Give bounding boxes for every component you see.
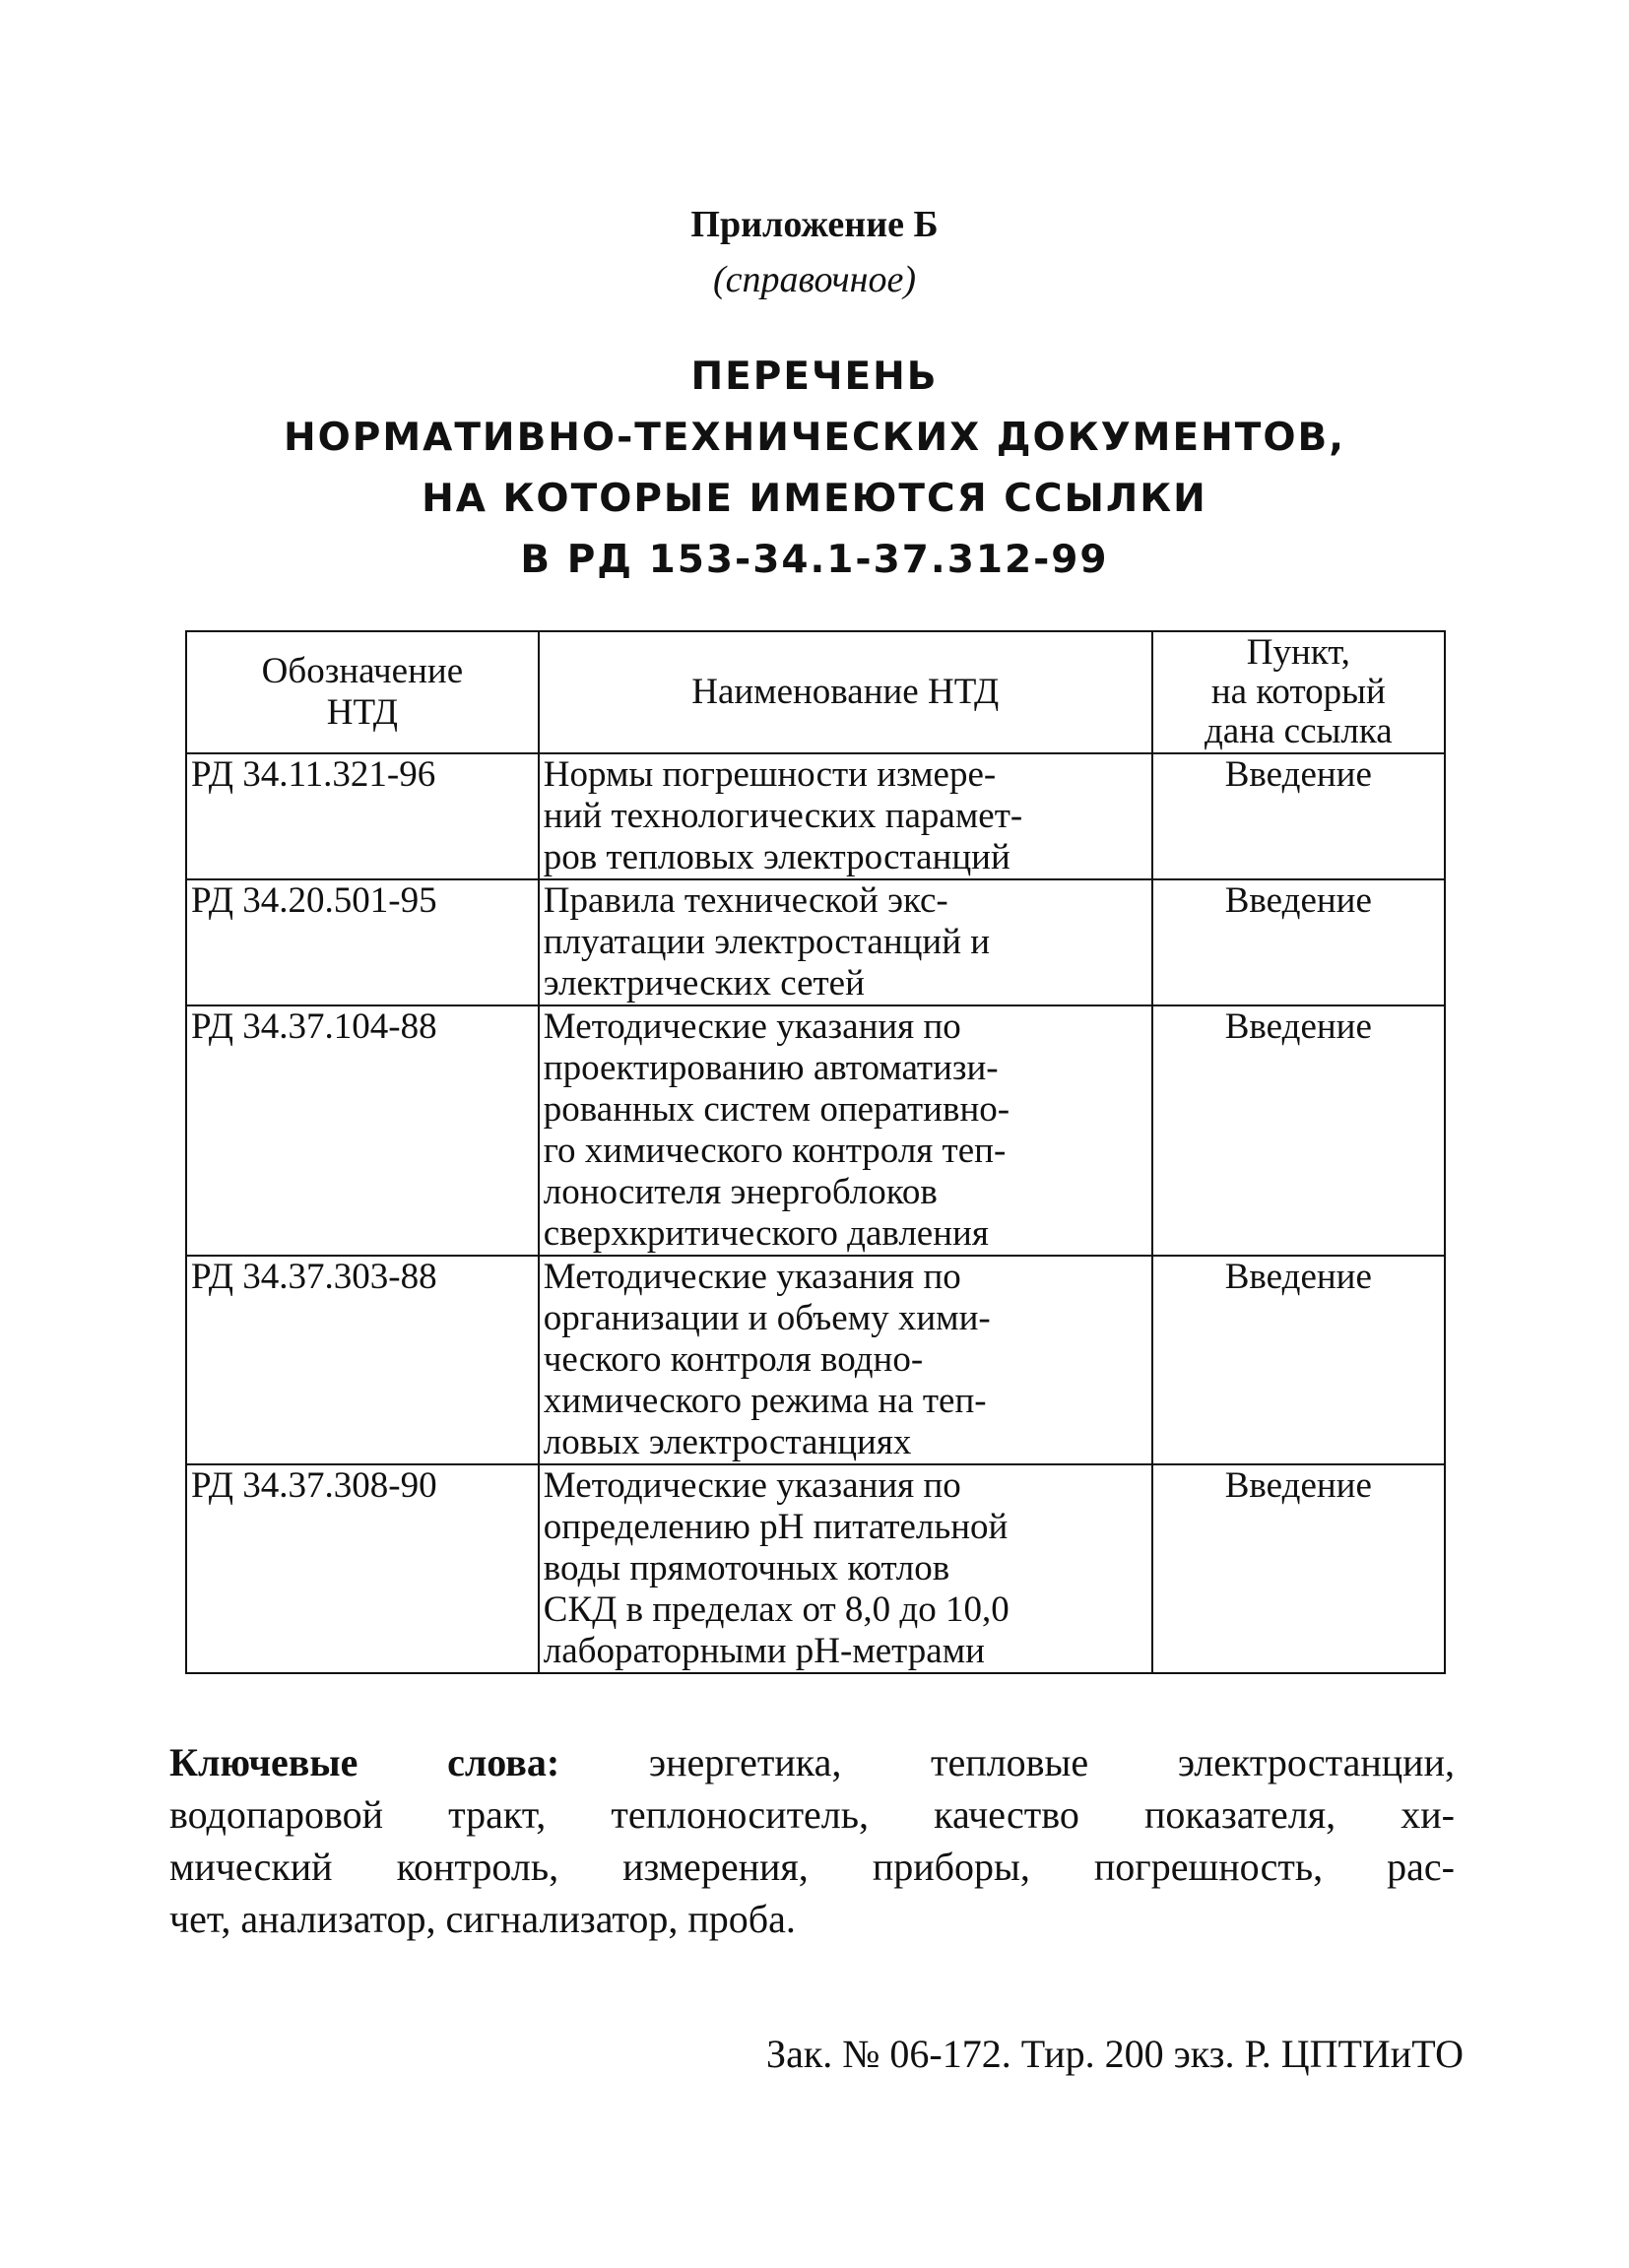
appendix-subtitle: (справочное) [712,259,917,300]
name-line: Методические указания по [543,1257,961,1297]
header-text: дана ссылка [1204,711,1393,751]
row-ref: Введение [1152,879,1445,1005]
name-line: электрических сетей [543,963,865,1004]
name-line: организации и объему хими- [543,1298,991,1338]
table-row [186,1464,1445,1673]
heading-line: НОРМАТИВНО-ТЕХНИЧЕСКИХ ДОКУМЕНТОВ, [283,416,1346,460]
name-line: проектированию автоматизи- [543,1048,999,1088]
name-line: определению pH питательной [543,1507,1009,1547]
name-line: лоносителя энергоблоков [543,1172,938,1212]
name-line: Методические указания по [543,1465,961,1506]
header-text: Пункт, [1246,632,1350,673]
keywords-line: мический контроль, измерения, приборы, погрешность, рас- [169,1845,1455,1889]
row-ref: Введение [1152,1256,1445,1464]
name-line: химического режима на теп- [543,1381,987,1421]
print-imprint: Зак. № 06-172. Тир. 200 экз. Р. ЦПТИиТО [766,2032,1464,2076]
name-line: Нормы погрешности измере- [543,754,997,795]
heading-line: НА КОТОРЫЕ ИМЕЮТСЯ ССЫЛКИ [422,477,1207,521]
table-row [186,1005,1445,1256]
row-name [539,1256,1152,1464]
keywords-line: чет, анализатор, сигнализатор, проба. [169,1897,796,1941]
name-line: плуатации электростанций и [543,922,991,962]
heading-line: ПЕРЕЧЕНЬ [690,355,939,399]
document-heading [0,347,1629,591]
name-line: Методические указания по [543,1006,961,1047]
row-ref: Введение [1152,1005,1445,1256]
header-text: на который [1210,672,1386,712]
row-name [539,879,1152,1005]
keywords-line [169,1736,1455,1788]
row-name [539,753,1152,879]
row-name [539,1005,1152,1256]
header-text: НТД [326,692,399,733]
table-row [186,879,1445,1005]
name-line: СКД в пределах от 8,0 до 10,0 [543,1589,1010,1630]
row-name [539,1464,1152,1673]
row-ref: Введение [1152,753,1445,879]
header-text: Обозначение [261,651,464,691]
name-line: ловых электростанциях [543,1422,912,1462]
heading-line: В РД 153-34.1-37.312-99 [520,538,1109,582]
name-line: го химического контроля теп- [543,1131,1007,1171]
row-code: РД 34.37.308-90 [186,1464,539,1673]
keywords-label: Ключевые слова: [169,1740,560,1784]
table-row [186,753,1445,879]
row-ref: Введение [1152,1464,1445,1673]
name-line: ний технологических парамет- [543,796,1023,836]
appendix-title: Приложение Б [690,204,939,245]
table-row [186,1256,1445,1464]
name-line: воды прямоточных котлов [543,1548,950,1588]
header-name [539,631,1152,753]
header-text: Наименование НТД [691,672,1000,712]
name-line: лабораторными pH-метрами [543,1631,985,1671]
keywords-paragraph [169,1736,1455,1945]
keywords-line: водопаровой тракт, теплоноситель, качество показателя, хи- [169,1792,1455,1837]
row-code: РД 34.11.321-96 [186,753,539,879]
name-line: Правила технической экс- [543,880,948,921]
row-code: РД 34.20.501-95 [186,879,539,1005]
name-line: сверхкритического давления [543,1213,989,1254]
header-code [186,631,539,753]
keywords-text: энергетика, тепловые электростанции, [559,1740,1455,1784]
table-header-row [186,631,1445,753]
header-ref [1152,631,1445,753]
row-code: РД 34.37.104-88 [186,1005,539,1256]
name-line: ческого контроля водно- [543,1339,924,1380]
row-code: РД 34.37.303-88 [186,1256,539,1464]
name-line: ров тепловых электростанций [543,837,1010,877]
ntd-table [185,630,1446,1674]
name-line: рованных систем оперативно- [543,1089,1010,1130]
